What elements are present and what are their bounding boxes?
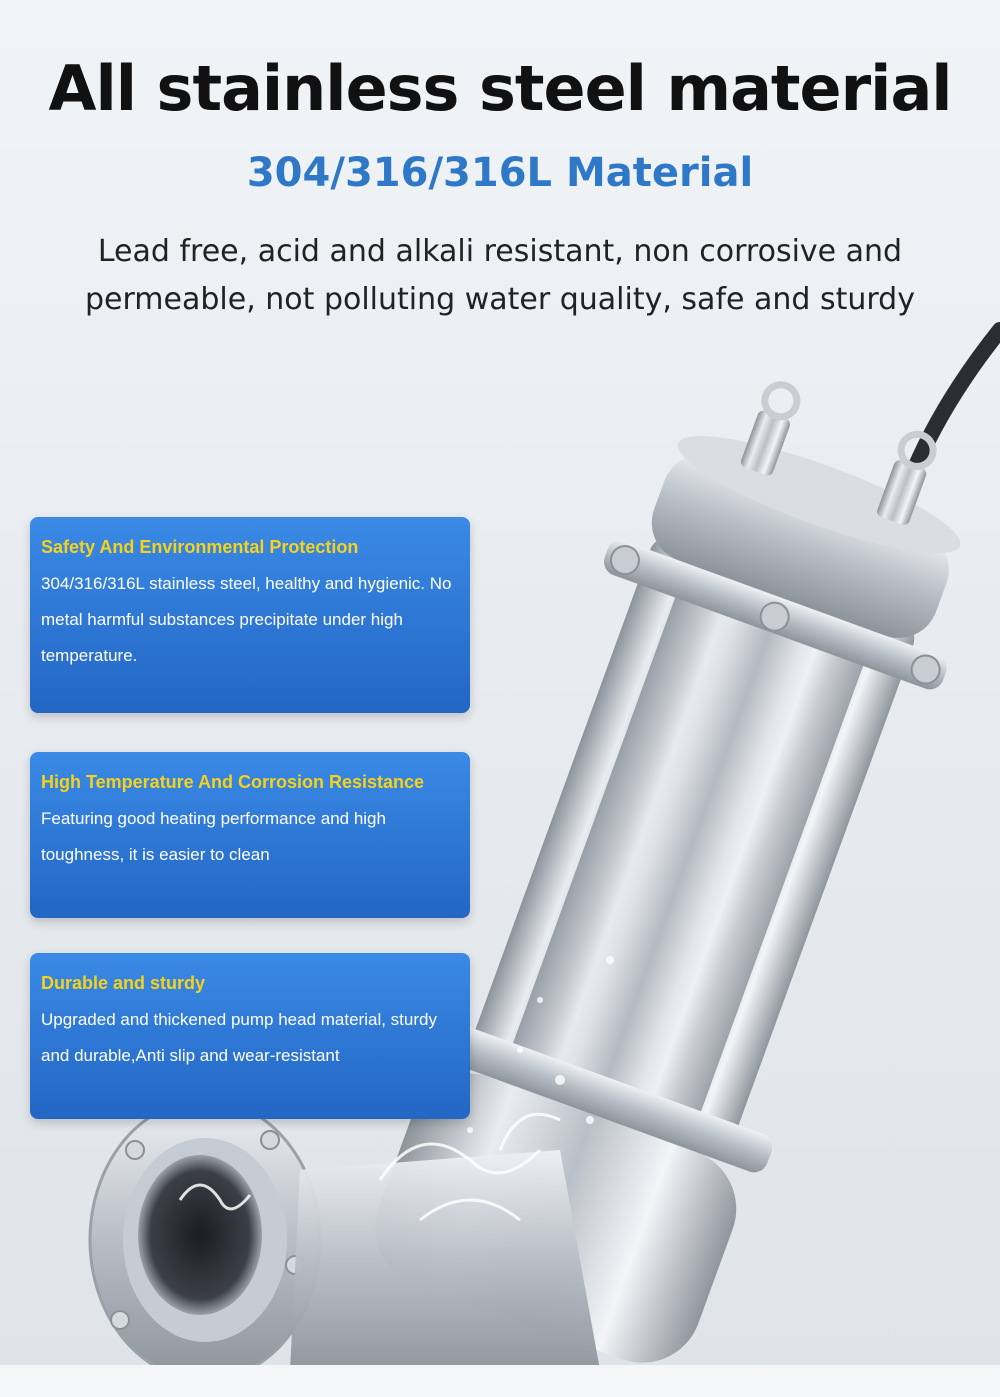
feature-card-durable	[30, 953, 470, 1119]
feature-card-title: High Temperature And Corrosion Resistance	[41, 772, 425, 792]
feature-card-text: 304/316/316L stainless steel, healthy and hygienic. No metal harmful substances precipitate under high temperature.	[41, 574, 452, 665]
feature-card-title: Safety And Environmental Protection	[41, 537, 359, 557]
page-title: All stainless steel material	[48, 52, 952, 125]
bottom-strip	[0, 1365, 1000, 1397]
intro-description: Lead free, acid and alkali resistant, non corrosive and permeable, not polluting water quality, safe and sturdy	[85, 234, 915, 317]
material-subtitle: 304/316/316L Material	[246, 150, 754, 196]
feature-card-text: Featuring good heating performance and high toughness, it is easier to clean	[41, 809, 386, 864]
feature-card-title: Durable and sturdy	[41, 973, 206, 993]
feature-card-temperature	[30, 752, 470, 918]
feature-card-safety	[30, 517, 470, 713]
feature-card-text: Upgraded and thickened pump head material, sturdy and durable,Anti slip and wear-resistant	[41, 1010, 437, 1065]
